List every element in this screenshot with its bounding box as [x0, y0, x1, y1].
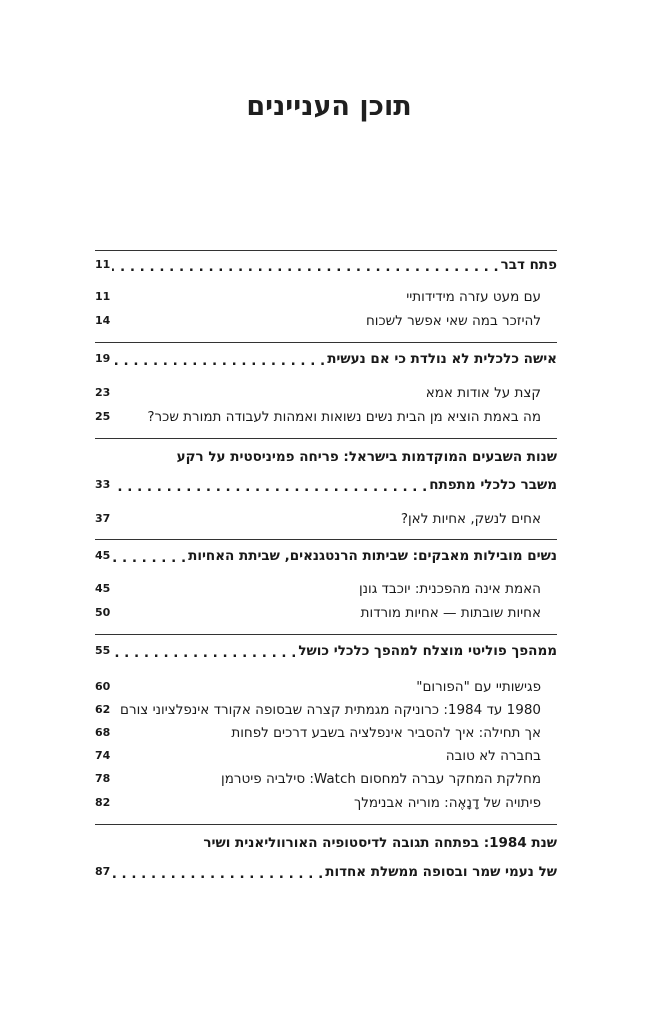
divider	[95, 824, 557, 825]
divider	[95, 342, 557, 343]
toc-chapter: ממהפך פוליטי מוצלח למהפך כלכלי כושל . . . 55	[95, 640, 557, 662]
toc-entry: אך תחילה: איך להסביר אינפלציה בשבע דרכים לפחות 68	[95, 725, 541, 741]
toc-chapter: פתח דבר . . . 11	[95, 254, 557, 276]
toc-entry: אחיות שובתות — אחיות מורדות 50	[95, 605, 541, 621]
toc-chapter-line: שנות השבעים המוקדמות בישראל: פריחה פמיניסטית על רקע	[176, 449, 557, 465]
page-title: תוכן העניינים	[246, 91, 412, 122]
toc-entry: 1980 עד 1984: כרוניקה מגמתית קצרה שבסופה אקורד אינפלציוני צורם 62	[95, 702, 541, 718]
toc-entry: פגישותיי עם "הפורום" 60	[95, 679, 541, 695]
toc-entry: האמת אינה מהפכנית: יוכבד גונן 45	[95, 581, 541, 597]
divider	[95, 539, 557, 540]
toc-entry: להיזכר במה שאי אפשר לשכוח 14	[95, 313, 541, 329]
toc-entry: מה באמת הוציא מן הבית נשים נשואות ואמהות לעבודה תמורת שכר? 25	[95, 409, 541, 425]
toc-entry: אחים לנשק, אחיות לאן? 37	[95, 511, 541, 527]
toc-chapter-line: שנת 1984: בפתחה תגובה לדיסטופיה האורווליאנית ושיר	[203, 835, 557, 851]
toc-chapter: נשים מובילות מאבקים: שביתות הרנטגנאים, שביתת האחיות . . . 45	[95, 545, 557, 567]
divider	[95, 250, 557, 251]
divider	[95, 438, 557, 439]
toc-entry: בחברה לא טובה 74	[95, 748, 541, 764]
divider	[95, 634, 557, 635]
toc-chapter: משבר כלכלי מתפתח . . . 33	[95, 474, 557, 496]
toc-entry: מחלקת המחקר עברה למחסום Watch: סילביה פיטרמן 78	[95, 771, 541, 787]
toc-entry: קצת על אודות אמא 23	[95, 385, 541, 401]
toc-entry: פיתויה של דָנָאֶה: מוריה אבנימלך 82	[95, 795, 541, 811]
toc-chapter: אישה כלכלית לא נולדת כי אם נעשית . . . 19	[95, 348, 557, 370]
toc-chapter: של נעמי שמר ובסופה ממשלת אחדות . . . 87	[95, 861, 557, 883]
toc-entry: עם מעט עזרה מידידותיי 11	[95, 289, 541, 305]
